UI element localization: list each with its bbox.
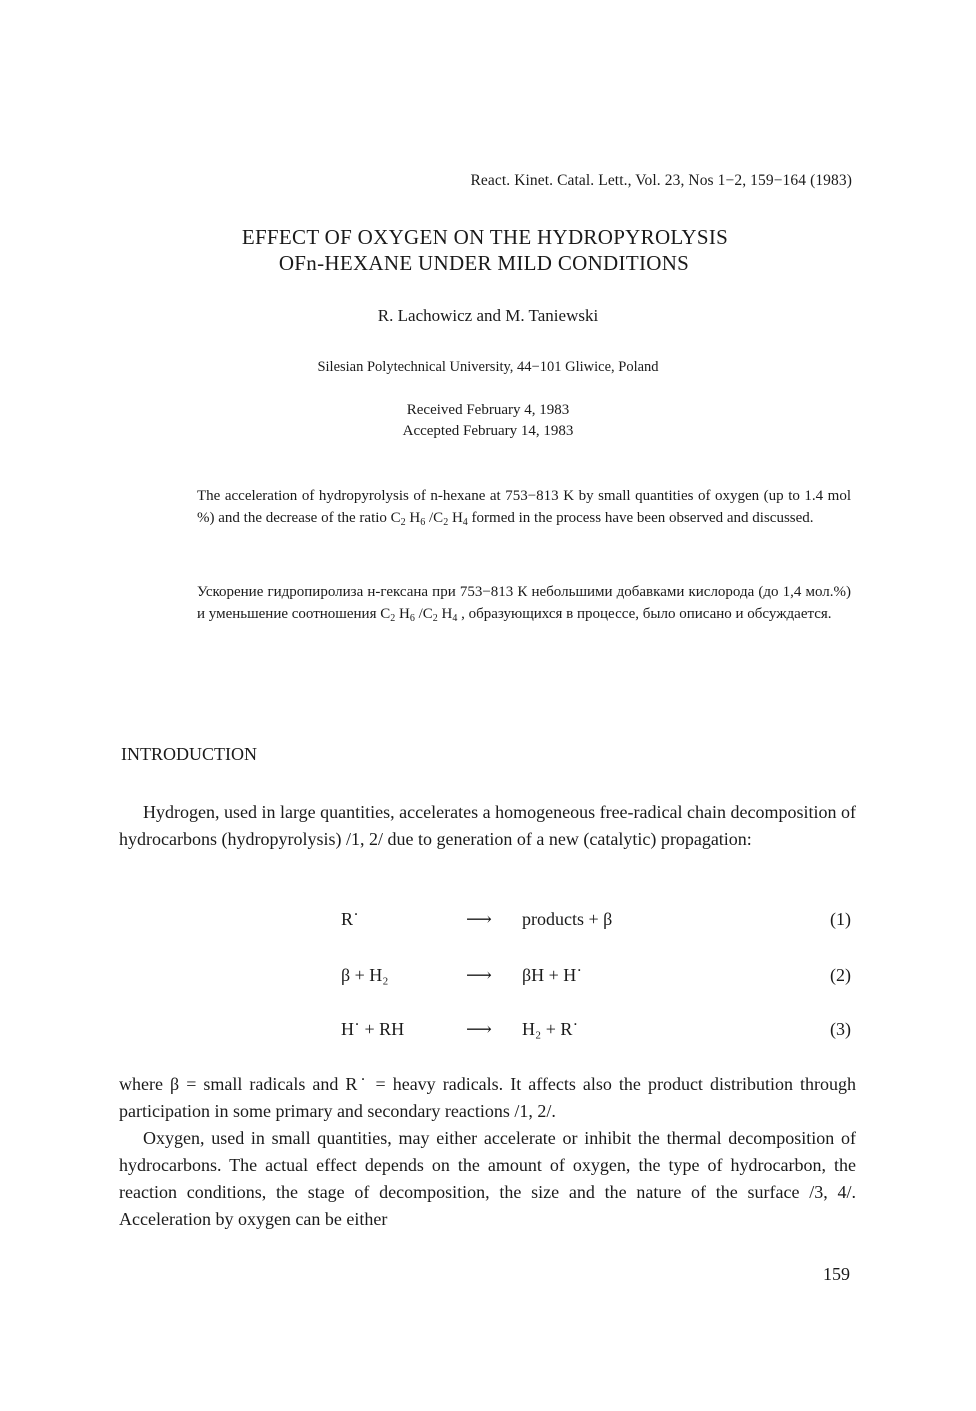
paper-title — [0, 224, 976, 276]
authors: R. Lachowicz and M. Taniewski — [377, 306, 599, 325]
abstract-en-text-2: H — [405, 509, 421, 526]
title-line-1: EFFECT OF OXYGEN ON THE HYDROPYROLYSIS — [241, 225, 729, 249]
title-line-2: OFn-HEXANE UNDER MILD CONDITIONS — [278, 251, 690, 275]
abstract-ru-text-4: H — [437, 605, 453, 622]
abstract-en-sub-3: 2 — [443, 516, 449, 528]
abstract-russian — [197, 582, 851, 625]
affiliation: Silesian Polytechnical University, 44−101 Gliwice, Poland — [317, 359, 659, 375]
abstract-ru-sub-2: 6 — [409, 612, 415, 624]
abstract-ru-sub-1: 2 — [390, 612, 396, 624]
equation-2-rhs: βH + H˙ — [522, 965, 583, 985]
abstract-en-text-1: The acceleration of hydropyrolysis of n-hexane at 753−813 K by small quantities of oxygen (up to 1.4 mol %) and the decrease of the ratio C — [197, 488, 851, 526]
arrow-icon: ⟶ — [466, 965, 492, 985]
equation-1-number: (1) — [830, 909, 851, 929]
equation-3-number: (3) — [830, 1019, 851, 1039]
abstract-ru-text-5: , образующихся в процессе, было описано и обсуждается. — [457, 605, 832, 622]
paragraph-3: Oxygen, used in small quantities, may either accelerate or inhibit the thermal decomposition of hydrocarbons. The actual effect depends on the amount of oxygen, the type of hydrocarbon, the reaction conditions, the stage of decomposition, the size and the nature of the surface /3, 4/. Acceleration by oxygen can be either — [119, 1128, 856, 1229]
intro-paragraph — [119, 799, 856, 853]
abstract-ru-sub-3: 2 — [432, 612, 438, 624]
abstract-en-text-4: H — [448, 509, 463, 526]
equation-3-rhs: H₂ + R˙ — [522, 1019, 579, 1039]
body-continuation — [119, 1071, 856, 1233]
arrow-icon: ⟶ — [466, 909, 492, 929]
equation-2-number: (2) — [830, 965, 851, 985]
equation-1-rhs: products + β — [522, 909, 613, 929]
abstract-ru-text-2: H — [395, 605, 410, 622]
arrow-icon: ⟶ — [466, 1019, 492, 1039]
abstract-ru-text-3: /C — [414, 605, 433, 622]
abstract-ru-text-1: Ускорение гидропиролиза н-гексана при 753−813 К небольшими добавками кислорода (до 1,4 мол.%) и уменьшение соотношения C — [197, 584, 851, 622]
submission-dates — [0, 400, 976, 442]
equation-1-lhs: R˙ — [341, 909, 359, 929]
abstract-ru-sub-4: 4 — [452, 612, 458, 624]
equation-3-lhs: H˙ + RH — [341, 1019, 405, 1039]
abstract-en-sub-2: 6 — [420, 516, 426, 528]
abstract-en-sub-1: 2 — [400, 516, 406, 528]
equation-3 — [0, 1019, 976, 1049]
received-date: Received February 4, 1983 — [406, 402, 570, 418]
abstract-english — [197, 486, 851, 529]
equation-2 — [0, 965, 976, 995]
section-heading: INTRODUCTION — [121, 744, 257, 764]
page-number: 159 — [823, 1264, 850, 1284]
abstract-en-text-3: /C — [425, 509, 444, 526]
abstract-en-text-5: formed in the process have been observed and discussed. — [467, 509, 814, 526]
paragraph-1: Hydrogen, used in large quantities, accelerates a homogeneous free-radical chain decomposition of hydrocarbons (hydropyrolysis) /1, 2/ due to generation of a new (catalytic) propagation: — [119, 802, 856, 849]
equation-2-lhs: β + H₂ — [341, 965, 389, 985]
equation-1 — [0, 909, 976, 939]
paragraph-2: where β = small radicals and R˙ = heavy radicals. It affects also the product distribution through participation in some primary and secondary reactions /1, 2/. — [119, 1074, 856, 1121]
journal-citation: React. Kinet. Catal. Lett., Vol. 23, Nos 1−2, 159−164 (1983) — [470, 172, 852, 189]
abstract-en-sub-4: 4 — [462, 516, 468, 528]
accepted-date: Accepted February 14, 1983 — [402, 423, 574, 439]
